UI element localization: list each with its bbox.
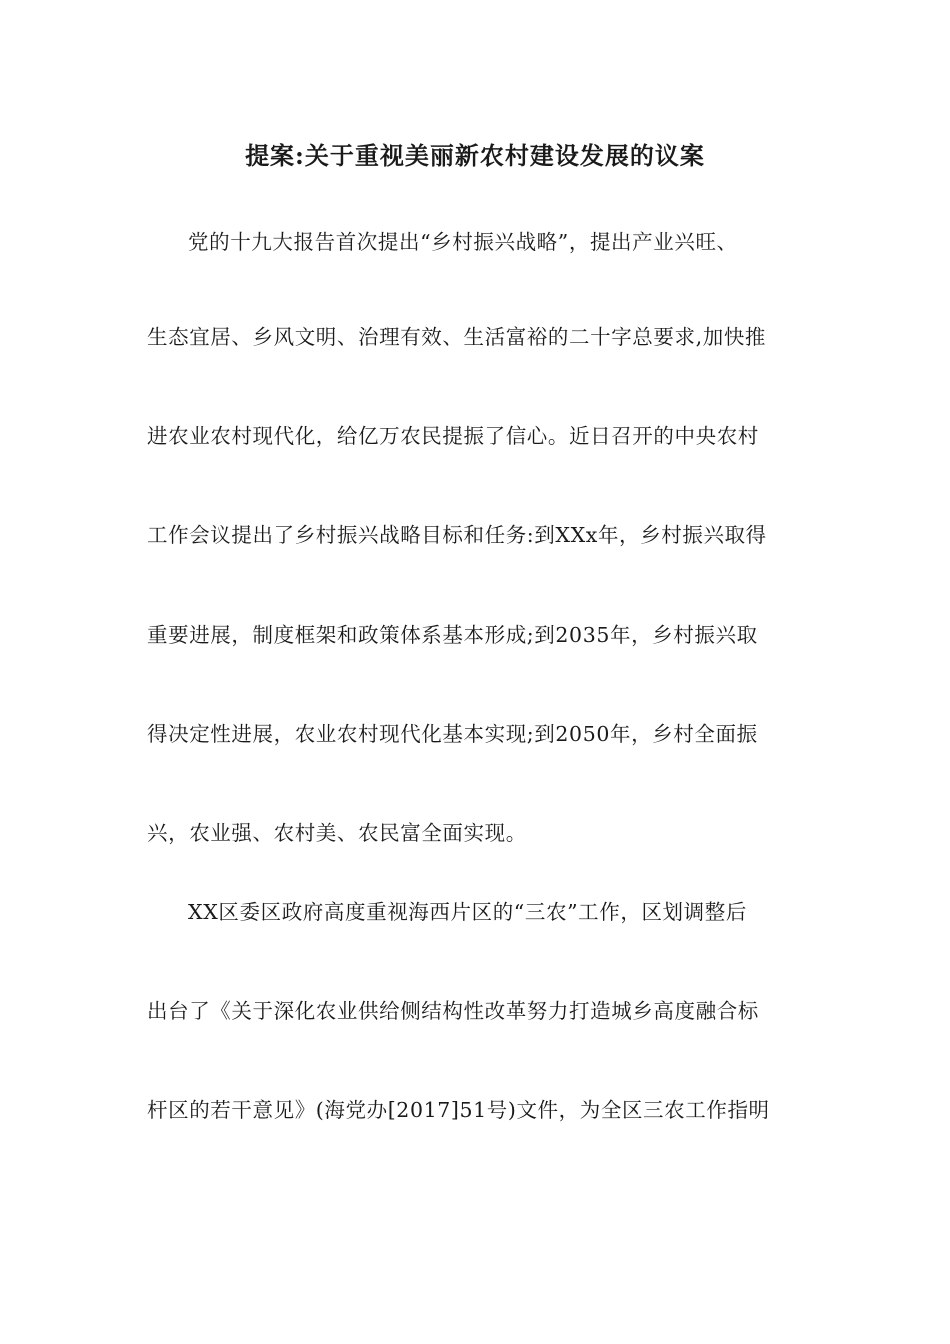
text-line: 出台了《关于深化农业供给侧结构性改革努力打造城乡高度融合标: [147, 999, 759, 1023]
text-line: 党的十九大报告首次提出“乡村振兴战略”，提出产业兴旺、: [188, 230, 738, 254]
document-title: 提案:关于重视美丽新农村建设发展的议案: [245, 141, 705, 170]
text-line: 重要进展，制度框架和政策体系基本形成;到2035年，乡村振兴取: [147, 623, 758, 647]
text-line: 兴，农业强、农村美、农民富全面实现。: [147, 821, 527, 845]
text-line: 工作会议提出了乡村振兴战略目标和任务:到XXx年，乡村振兴取得: [147, 523, 767, 547]
text-line: 杆区的若干意见》(海党办[2017]51号)文件，为全区三农工作指明: [147, 1098, 770, 1122]
text-line: 生态宜居、乡风文明、治理有效、生活富裕的二十字总要求,加快推: [147, 325, 767, 349]
text-line: 得决定性进展，农业农村现代化基本实现;到2050年，乡村全面振: [147, 722, 758, 746]
text-line: 进农业农村现代化，给亿万农民提振了信心。近日召开的中央农村: [147, 424, 759, 448]
text-line: XX区委区政府高度重视海西片区的“三农”工作，区划调整后: [188, 900, 747, 924]
